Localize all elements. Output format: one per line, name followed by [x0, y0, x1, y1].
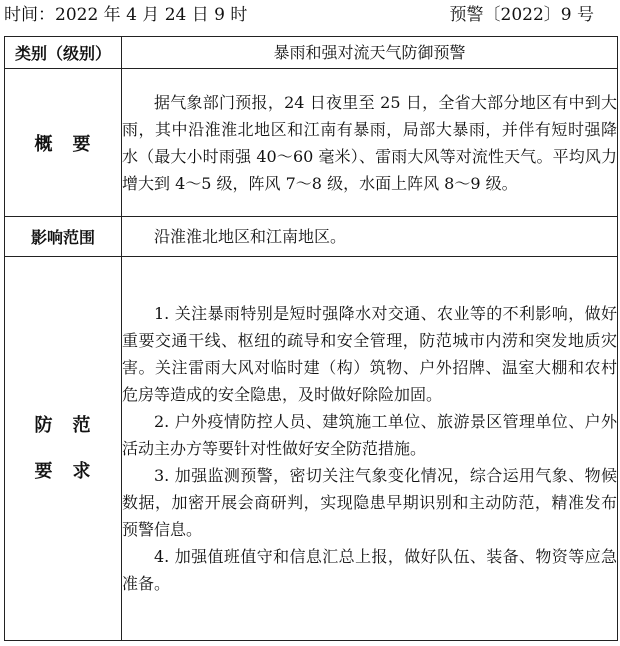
requirements-label — [5, 257, 122, 641]
requirements-value — [122, 257, 618, 641]
requirements-row — [5, 257, 618, 641]
document-number: 预警〔2022〕9 号 — [449, 5, 594, 25]
requirement-item: 3. 加强监测预警，密切关注气象变化情况，综合运用气象、物候数据，加密开展会商研判，实现隐患早期识别和主动防范，精准发布预警信息。 — [122, 466, 617, 539]
scope-text: 沿淮淮北地区和江南地区。 — [154, 227, 347, 246]
scope-row — [5, 217, 618, 257]
scope-label: 影响范围 — [5, 217, 122, 257]
warning-table — [4, 36, 618, 641]
requirement-item: 1. 关注暴雨特别是短时强降水对交通、农业等的不利影响，做好重要交通干线、枢纽的疏导和安全管理，防范城市内涝和突发地质灾害。关注雷雨大风对临时建（构）筑物、户外招牌、温室大棚和农村危房等造成的安全隐患，及时做好除险加固。 — [122, 304, 617, 404]
issue-time: 时间：2022 年 4 月 24 日 9 时 — [4, 5, 248, 25]
category-label: 类别（级别） — [5, 37, 122, 69]
category-row — [5, 37, 618, 69]
requirements-label-line2: 要 求 — [34, 460, 92, 482]
requirements-label-line1: 防 范 — [34, 414, 92, 436]
requirement-item: 2. 户外疫情防控人员、建筑施工单位、旅游景区管理单位、户外活动主办方等要针对性做好安全防范措施。 — [122, 412, 617, 458]
requirement-item: 4. 加强值班值守和信息汇总上报，做好队伍、装备、物资等应急准备。 — [122, 547, 617, 593]
overview-label: 概 要 — [5, 69, 122, 217]
category-value: 暴雨和强对流天气防御预警 — [122, 37, 618, 69]
overview-text: 据气象部门预报，24 日夜里至 25 日，全省大部分地区有中到大雨，其中沿淮淮北地区和江南有暴雨，局部大暴雨，并伴有短时强降水（最大小时雨强 40～60 毫米）、雷雨大风等对流性天气。平均风力增大到 4～5 级，阵风 7～8 级，水面上阵风 8～9 级。 — [122, 92, 617, 193]
document-header — [2, 0, 618, 30]
overview-row — [5, 69, 618, 217]
overview-value — [122, 69, 618, 217]
scope-value — [122, 217, 618, 257]
